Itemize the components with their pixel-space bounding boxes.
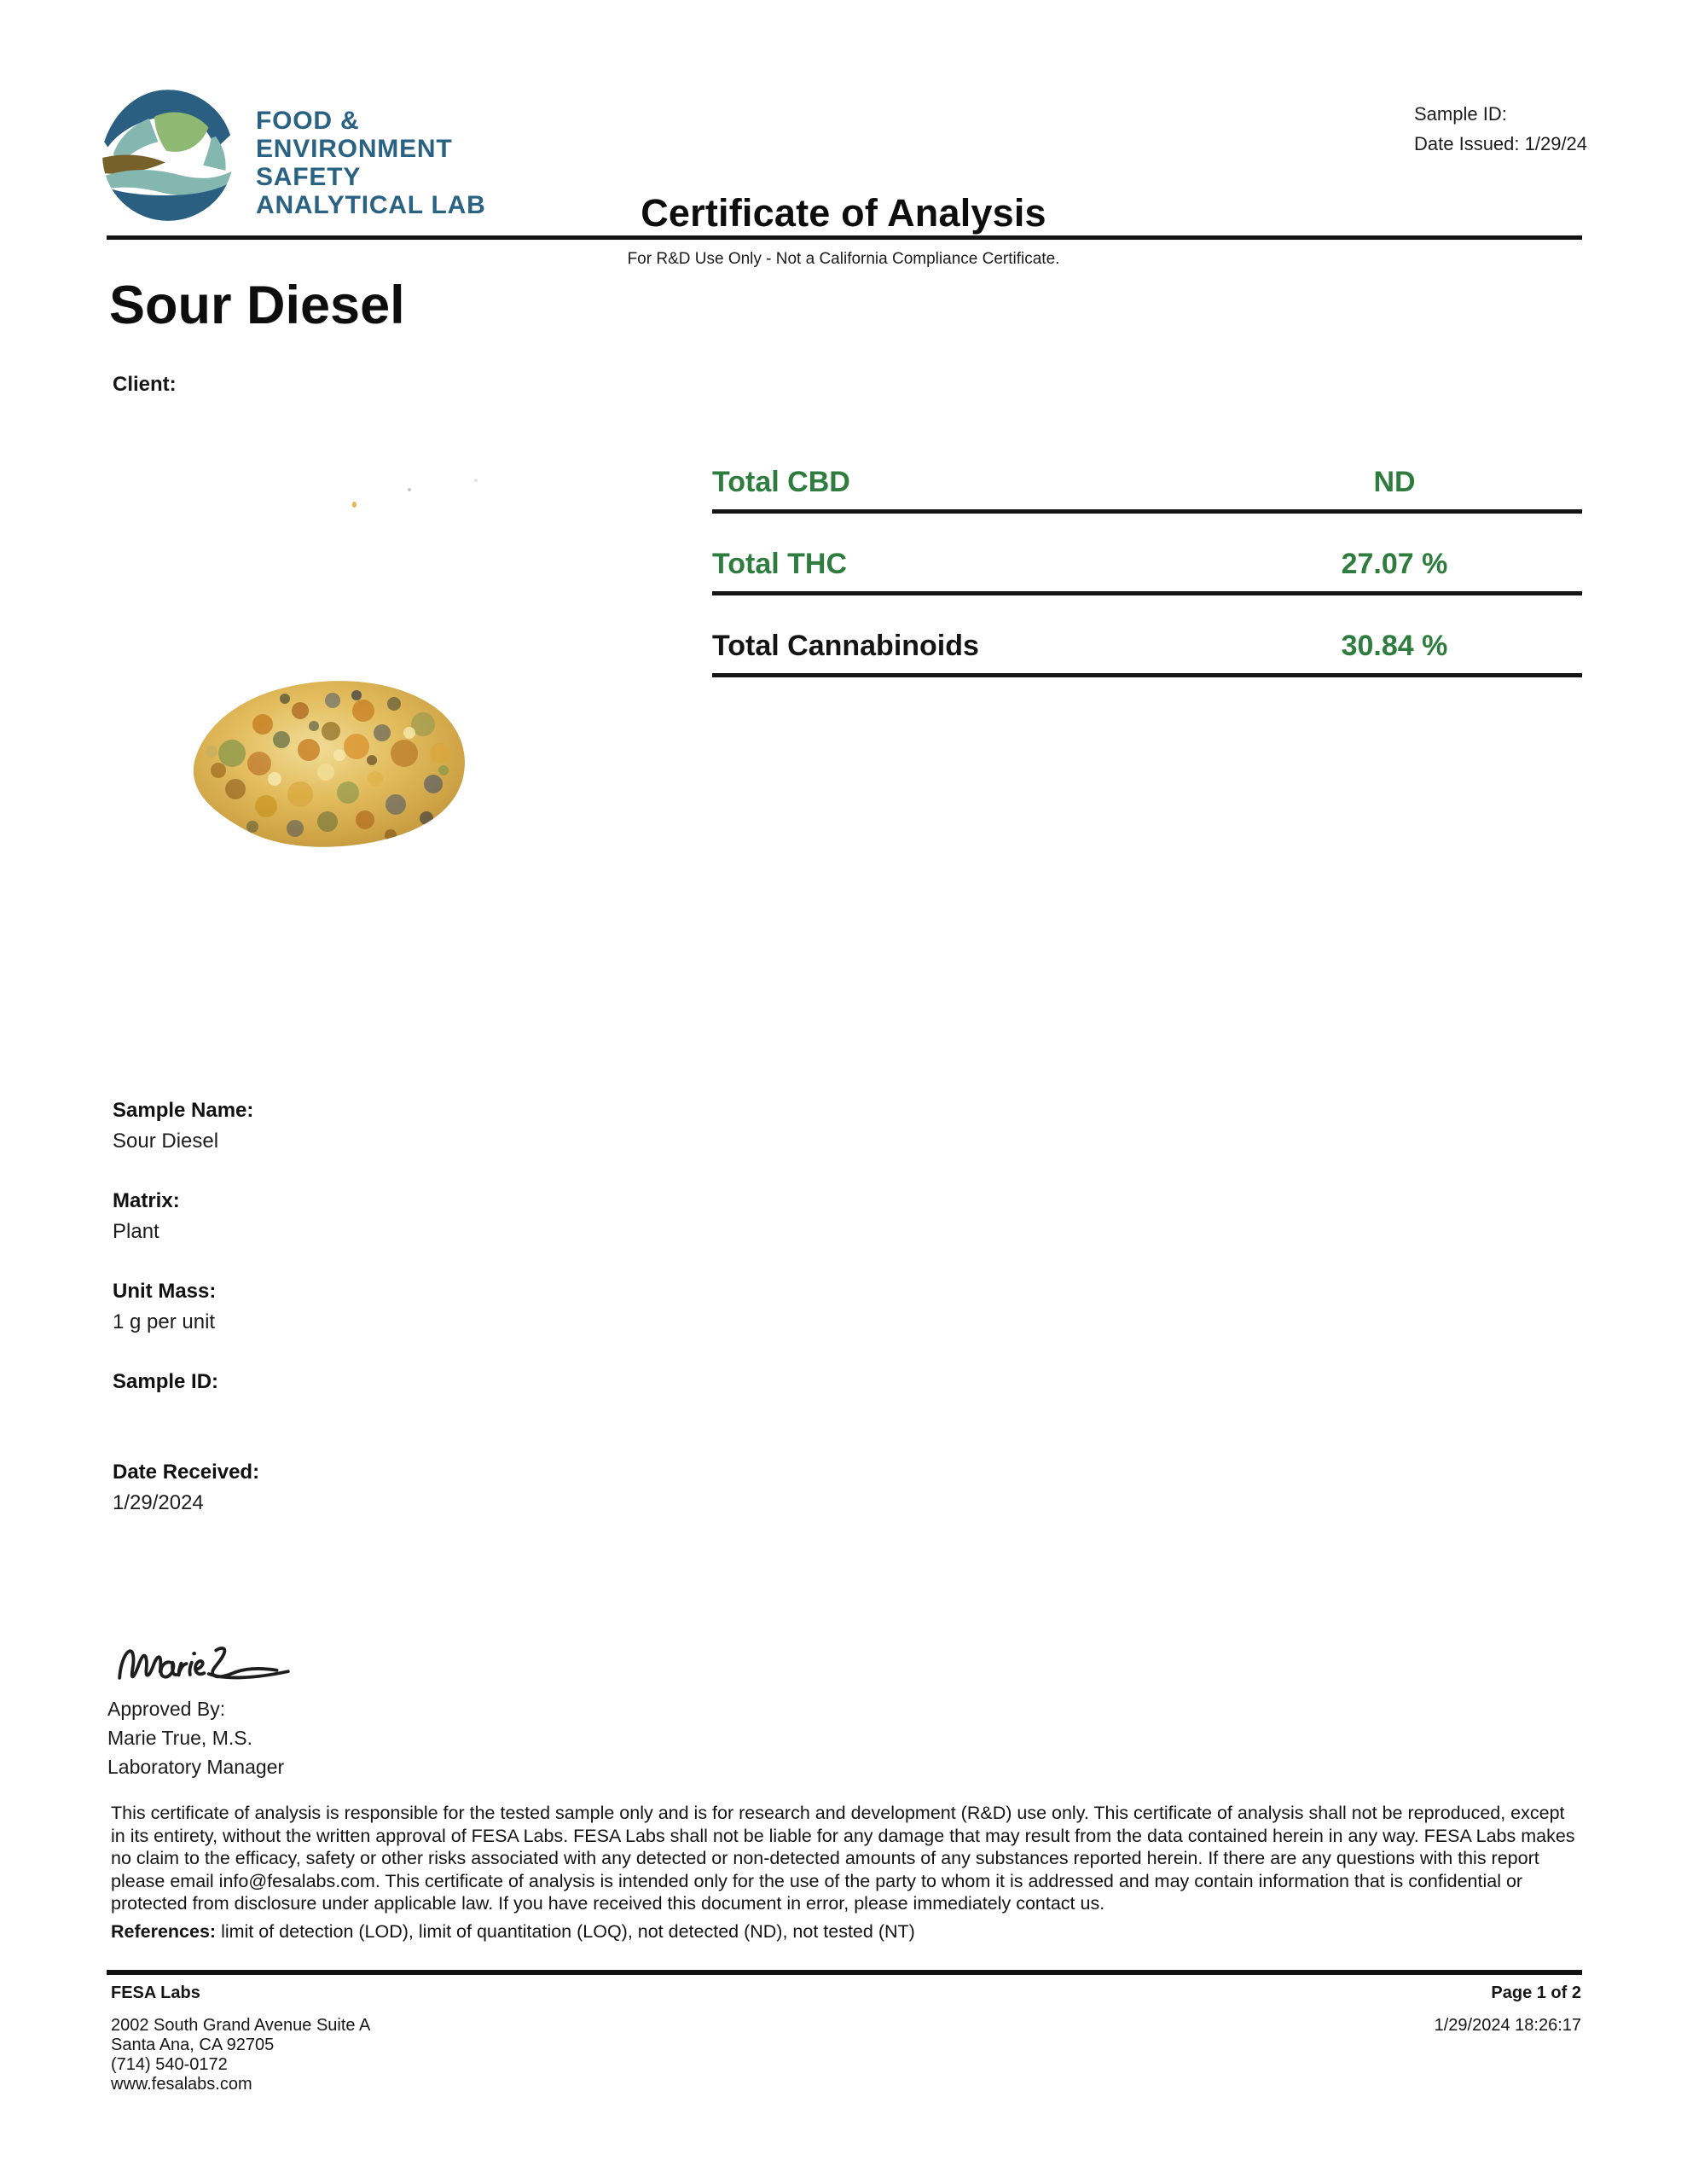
- field-value: 1/29/2024: [113, 1491, 204, 1514]
- summary-row-label: Total THC: [712, 548, 848, 580]
- field-label: Matrix:: [113, 1189, 180, 1212]
- field-value: 1 g per unit: [113, 1310, 216, 1333]
- product-image: [181, 651, 481, 863]
- cannabinoid-summary-table: [712, 454, 1582, 677]
- header-meta: [1414, 99, 1587, 159]
- footer: [111, 1984, 1581, 2094]
- detail-field: [113, 1461, 556, 1517]
- lab-name-line: ENVIRONMENT: [256, 135, 453, 163]
- table-row: [712, 454, 1582, 514]
- summary-row-label: Total Cannabinoids: [712, 630, 979, 662]
- lab-name-line: FOOD &: [256, 107, 360, 135]
- footer-phone: (714) 540-0172: [111, 2055, 228, 2074]
- dust-speck: [408, 488, 411, 491]
- lab-name-line: SAFETY: [256, 163, 362, 191]
- footer-divider: [107, 1970, 1582, 1975]
- summary-row-value: 30.84 %: [1341, 630, 1448, 662]
- footer-address: [111, 2016, 370, 2094]
- table-row: [712, 595, 1582, 677]
- sample-details: [113, 1099, 556, 1551]
- page-subtitle: For R&D Use Only - Not a California Compliance Certificate.: [627, 250, 1060, 268]
- footer-timestamp: 1/29/2024 18:26:17: [1434, 2016, 1581, 2035]
- detail-field: [113, 1189, 556, 1246]
- approver-name: Marie True, M.S.: [107, 1727, 252, 1749]
- field-label: Date Received:: [113, 1461, 260, 1484]
- dust-speck: [352, 502, 357, 508]
- detail-field: [113, 1280, 556, 1336]
- sample-id-label: Sample ID:: [1414, 103, 1507, 125]
- footer-website: www.fesalabs.com: [111, 2075, 252, 2094]
- field-value: Sour Diesel: [113, 1130, 219, 1153]
- disclaimer: [111, 1802, 1581, 1943]
- page-title: Certificate of Analysis: [641, 191, 1046, 235]
- summary-row-value: 27.07 %: [1341, 548, 1448, 580]
- footer-address-line: Santa Ana, CA 92705: [111, 2036, 275, 2054]
- approver-title: Laboratory Manager: [107, 1756, 285, 1778]
- footer-left: [111, 1984, 370, 2094]
- page-number: Page 1 of 2: [1491, 1984, 1581, 2002]
- references-label: References:: [111, 1920, 217, 1942]
- dust-speck: [474, 479, 478, 482]
- summary-row-value: ND: [1373, 466, 1416, 498]
- field-value: [113, 1401, 556, 1426]
- summary-row-label: Total CBD: [712, 466, 850, 498]
- table-row: [712, 514, 1582, 595]
- date-issued: Date Issued: 1/29/24: [1414, 133, 1588, 154]
- field-value: Plant: [113, 1220, 159, 1243]
- field-label: Sample Name:: [113, 1099, 254, 1122]
- footer-address-line: 2002 South Grand Avenue Suite A: [111, 2016, 371, 2035]
- approved-by-label: Approved By:: [107, 1698, 226, 1720]
- sample-name-heading: Sour Diesel: [109, 276, 405, 335]
- header-divider: [107, 235, 1582, 240]
- signature-image: [107, 1626, 300, 1691]
- references-text: limit of detection (LOD), limit of quantitation (LOQ), not detected (ND), not tested (NT): [216, 1920, 915, 1942]
- detail-field: [113, 1099, 556, 1155]
- approval-block: [107, 1626, 300, 1781]
- field-label: Sample ID:: [113, 1370, 219, 1393]
- footer-company: FESA Labs: [111, 1984, 200, 2002]
- disclaimer-text: This certificate of analysis is responsible for the tested sample only and is for research and development (R&D) use only. This certificate of analysis shall not be reproduced, except in its entirety, without the written approval of FESA Labs. FESA Labs shall not be liable for any damage that may result from the data contained herein in any way. FESA Labs makes no claim to the efficacy, safety or other risks associated with any detected or non-detected amounts of any substances reported herein. If there are any questions with this report please email info@fesalabs.com. This certificate of analysis is intended only for the use of the party to whom it is addressed and may contain information that is confidential or protected from disclosure under applicable law. If you have received this document in error, please immediately contact us.: [111, 1803, 1575, 1914]
- references-line: [111, 1920, 1581, 1943]
- lab-name-line: ANALYTICAL LAB: [256, 191, 486, 219]
- field-label: Unit Mass:: [113, 1280, 217, 1303]
- client-label: Client:: [113, 373, 177, 396]
- footer-right: [1435, 1984, 1581, 2094]
- detail-field: [113, 1370, 556, 1426]
